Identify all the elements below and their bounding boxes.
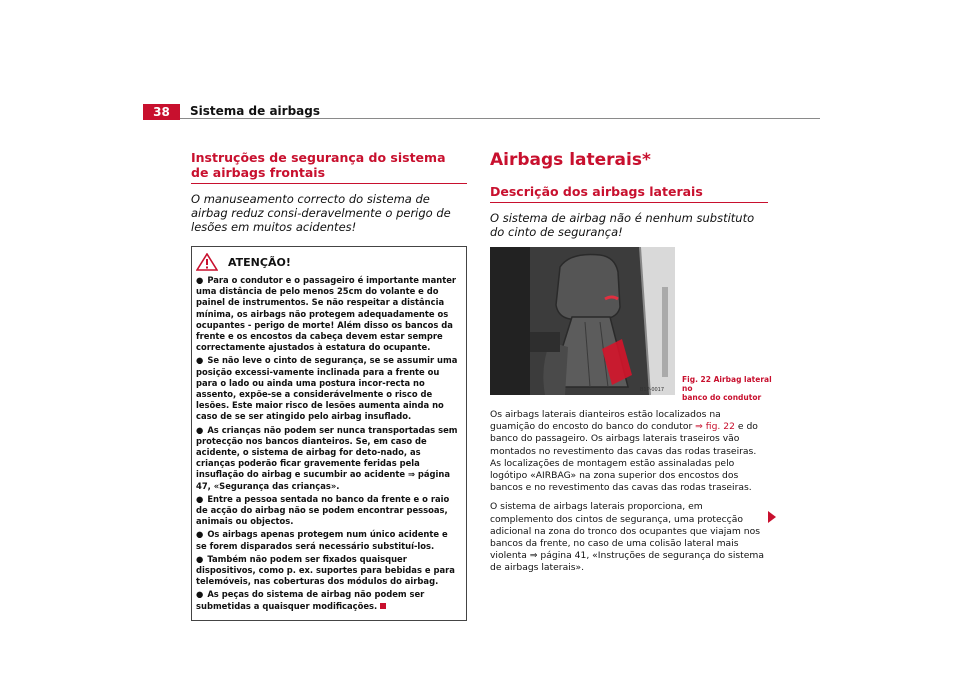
paragraph: O sistema de airbags laterais proporciona, em complemento dos cintos de segurança, uma protecção adicional na zona do tronco dos ocupantes que viajam nos bancos da frente, no caso de uma colisão lateral mais violenta ⇒ página 41, «Instruções de segurança do sistema de airbags laterais». — [490, 501, 765, 574]
right-column — [490, 150, 772, 582]
warning-item: ● As crianças não podem ser nunca transportadas sem protecção nos bancos dianteiros. Se, em caso de acidente, o sistema de airbag for deto-nado, as crianças poderão ficar gravemente feridas pela insuflação do airbag e sucumbir ao acidente ⇒ página 47, «Segurança das crianças». — [196, 424, 458, 491]
warning-item: ● Se não leve o cinto de segurança, se se assumir uma posição excessi-vamente inclinada para a frente ou para o lado ou ainda uma postura incor-recta no assento, expõe-se a considerávelmente o risco de lesões. Este maior risco de lesões aumenta ainda no caso de se ser atingido pelo airbag insuflado. — [196, 355, 458, 422]
header-rule — [180, 118, 820, 119]
chapter-title: Airbags laterais* — [490, 150, 651, 170]
figure-code: B1P-0017 — [640, 387, 665, 393]
end-mark-icon — [380, 603, 386, 609]
section-title: Descrição dos airbags laterais — [490, 184, 768, 203]
body-text — [490, 409, 768, 575]
figure-image — [490, 247, 675, 395]
paragraph: Os airbags laterais dianteiros estão localizados na guamição do encosto do banco do condutor ⇒ fig. 22 e do banco do passageiro. Os airbags laterais traseiros vão montados no revestimento das cavas das rodas traseiras. As localizações de montagem estão assinaladas pelo logótipo «AIRBAG» na zona superior dos encostos dos bancos e no revestimento das cavas das rodas traseiras. — [490, 409, 758, 494]
warning-triangle-icon — [196, 253, 218, 271]
figure-caption: Fig. 22 Airbag lateral no banco do condutor — [682, 375, 772, 402]
warning-item: ● Entre a pessoa sentada no banco da frente e o raio de acção do airbag não se podem encontrar pessoas, animais ou objectos. — [196, 493, 450, 527]
left-column — [191, 150, 467, 621]
page-number: 38 — [143, 104, 180, 120]
warning-item: ● Para o condutor e o passageiro é importante manter uma distância de pelo menos 25cm do volante e do painel de instrumentos. Se não respeitar a distância mínima, os airbags não protegem adequadamente os ocupantes - perigo de morte! Além disso os bancos da frente e os encostos da cabeça devem estar sempre correctamente ajustados à estatura do ocupante. — [196, 275, 457, 353]
warning-box — [191, 246, 467, 621]
running-title: Sistema de airbags — [190, 104, 321, 118]
side-airbag-seat-illustration — [490, 247, 675, 395]
warning-header — [196, 253, 460, 271]
warning-list — [196, 275, 460, 612]
next-page-arrow-icon[interactable] — [768, 511, 776, 523]
warning-title: ATENÇÃO! — [228, 255, 291, 269]
figure-reference-link[interactable]: ⇒ fig. 22 — [695, 421, 735, 433]
section-intro: O sistema de airbag não é nenhum substituto do cinto de segurança! — [490, 211, 755, 239]
warning-item: ● Os airbags apenas protegem num único acidente e se forem disparados será necessário substituí-los. — [196, 529, 448, 551]
warning-item: ● As peças do sistema de airbag não podem ser submetidas a quaisquer modificações. — [196, 589, 425, 611]
figure-wrap — [490, 247, 772, 402]
section-title: Instruções de segurança do sistema de airbags frontais — [191, 150, 467, 184]
warning-item: ● Também não podem ser fixados quaisquer dispositivos, como p. ex. suportes para bebidas e para telemóveis, nas coberturas dos módulos do airbag. — [196, 553, 455, 587]
section-intro: O manuseamento correcto do sistema de airbag reduz consi-deravelmente o perigo de lesões em muitos acidentes! — [191, 192, 451, 234]
